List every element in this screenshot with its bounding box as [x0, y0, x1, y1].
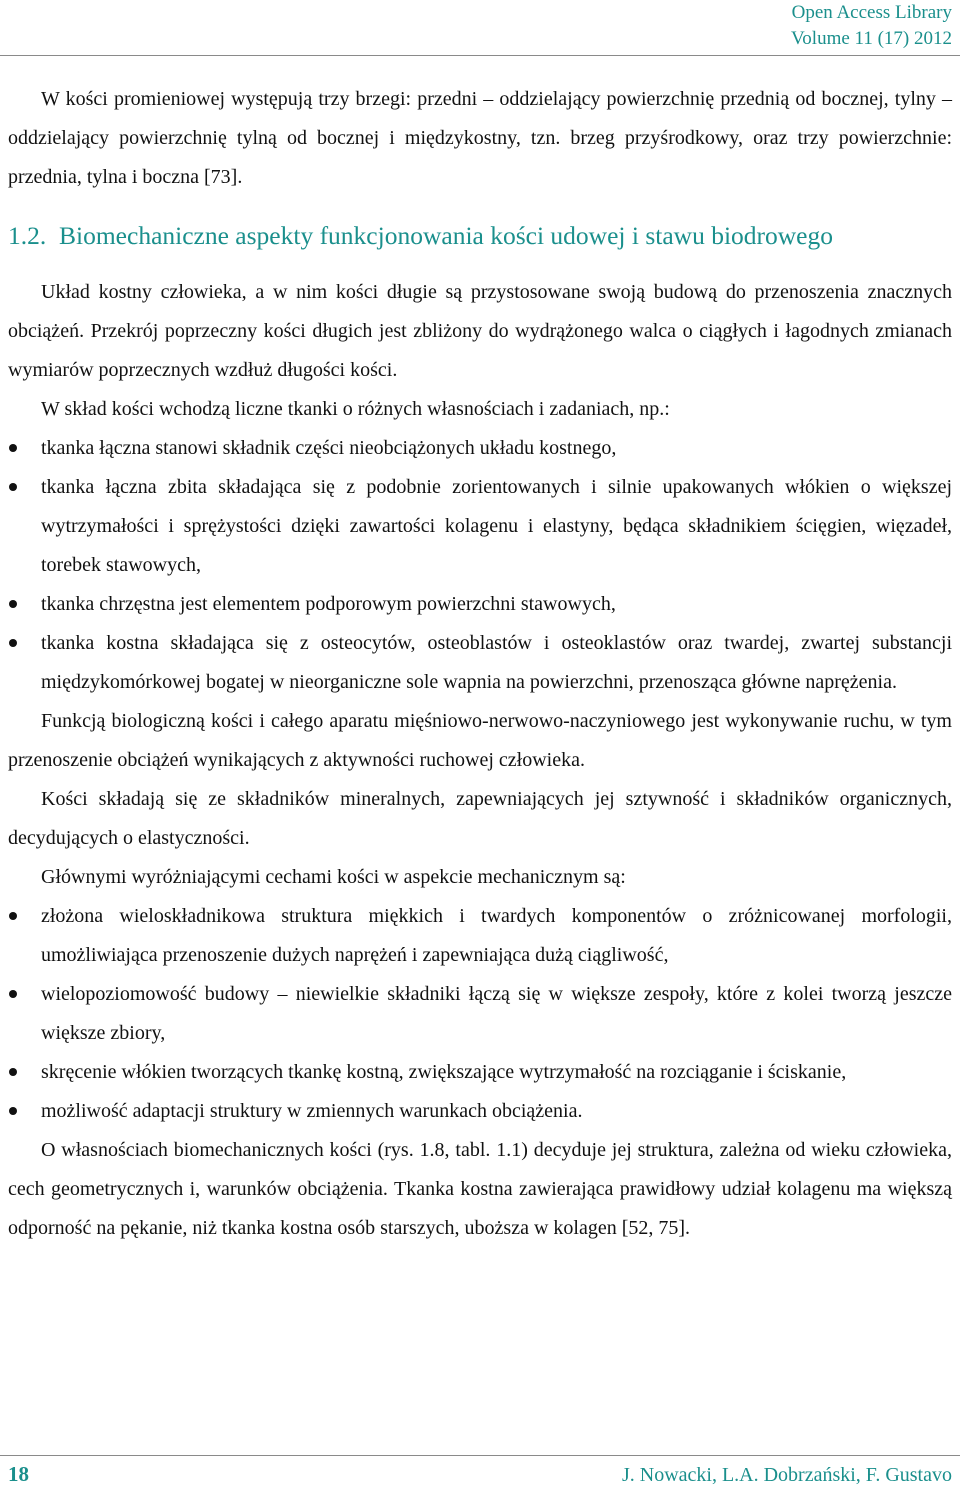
paragraph: W skład kości wchodzą liczne tkanki o różnych własnościach i zadaniach, np.:	[41, 398, 670, 420]
header-rule	[0, 55, 960, 56]
closing-paragraph: O własnościach biomechanicznych kości (rys. 1.8, tabl. 1.1) decyduje jej struktura, zależna od wieku człowieka, cech geometrycznych i, warunków obciążenia. Tkanka kostna zawierająca prawidłowy udział kolagenu ma większą odporność na pękanie, niż tkanka kostna osób starszych, uboższa w kolagen [52, 75].	[8, 1139, 952, 1239]
header-volume: Volume 11 (17) 2012	[791, 28, 952, 49]
intro-paragraph: W kości promieniowej występują trzy brzegi: przedni – oddzielający powierzchnię przednią od bocznej, tylny – oddzielający powierzchnię tylną od bocznej i międzykostny, tzn. brzeg przyśrodkowy, oraz trzy powierzchnie: przednia, tylna i boczna [73].	[8, 88, 952, 188]
paragraph: Głównymi wyróżniającymi cechami kości w aspekcie mechanicznym są:	[41, 866, 626, 888]
page-number: 18	[8, 1462, 29, 1486]
list-item: tkanka łączna zbita składająca się z podobnie zorientowanych i silnie upakowanych włókien o większej wytrzymałości i sprężystości dzięki zawartości kolagenu i elastyny, będąca składnikiem ścięgien, więzadeł, torebek stawowych,	[8, 468, 952, 585]
features-list	[8, 897, 952, 1131]
list-item: skręcenie włókien tworzących tkankę kostną, zwiększające wytrzymałość na rozciąganie i ściskanie,	[8, 1053, 952, 1092]
paragraph: Kości składają się ze składników mineralnych, zapewniających jej sztywność i składników organicznych, decydujących o elastyczności.	[8, 788, 952, 849]
page-body	[8, 80, 952, 1248]
section-title: Biomechaniczne aspekty funkcjonowania kości udowej i stawu biodrowego	[59, 221, 834, 250]
paragraph: Funkcją biologiczną kości i całego aparatu mięśniowo-nerwowo-naczyniowego jest wykonywanie ruchu, w tym przenoszenie obciążeń wynikających z aktywności ruchowej człowieka.	[8, 710, 952, 771]
header-journal: Open Access Library	[791, 2, 952, 23]
list-item: wielopoziomowość budowy – niewielkie składniki łączą się w większe zespoły, które z kolei tworzą jeszcze większe zbiory,	[8, 975, 952, 1053]
section-number: 1.2.	[8, 221, 47, 250]
list-item: złożona wieloskładnikowa struktura miękkich i twardych komponentów o zróżnicowanej morfologii, umożliwiająca przenoszenie dużych naprężeń i zapewniająca dużą ciągliwość,	[8, 897, 952, 975]
list-item: tkanka chrzęstna jest elementem podporowym powierzchni stawowych,	[8, 585, 952, 624]
paragraph: Układ kostny człowieka, a w nim kości długie są przystosowane swoją budową do przenoszenia znacznych obciążeń. Przekrój poprzeczny kości długich jest zbliżony do wydrążonego walca o ciągłych i łagodnych zmianach wymiarów poprzecznych wzdłuż długości kości.	[8, 281, 952, 381]
footer-rule	[0, 1455, 960, 1456]
footer-authors: J. Nowacki, L.A. Dobrzański, F. Gustavo	[621, 1464, 952, 1486]
list-item: tkanka kostna składająca się z osteocytów, osteoblastów i osteoklastów oraz twardej, zwartej substancji międzykomórkowej bogatej w nieorganiczne sole wapnia na powierzchni, przenosząca główne naprężenia.	[8, 624, 952, 702]
section-heading	[8, 217, 952, 255]
list-item: tkanka łączna stanowi składnik części nieobciążonych układu kostnego,	[8, 429, 952, 468]
running-header	[791, 0, 952, 52]
tissue-list	[8, 429, 952, 702]
list-item: możliwość adaptacji struktury w zmiennych warunkach obciążenia.	[8, 1092, 952, 1131]
